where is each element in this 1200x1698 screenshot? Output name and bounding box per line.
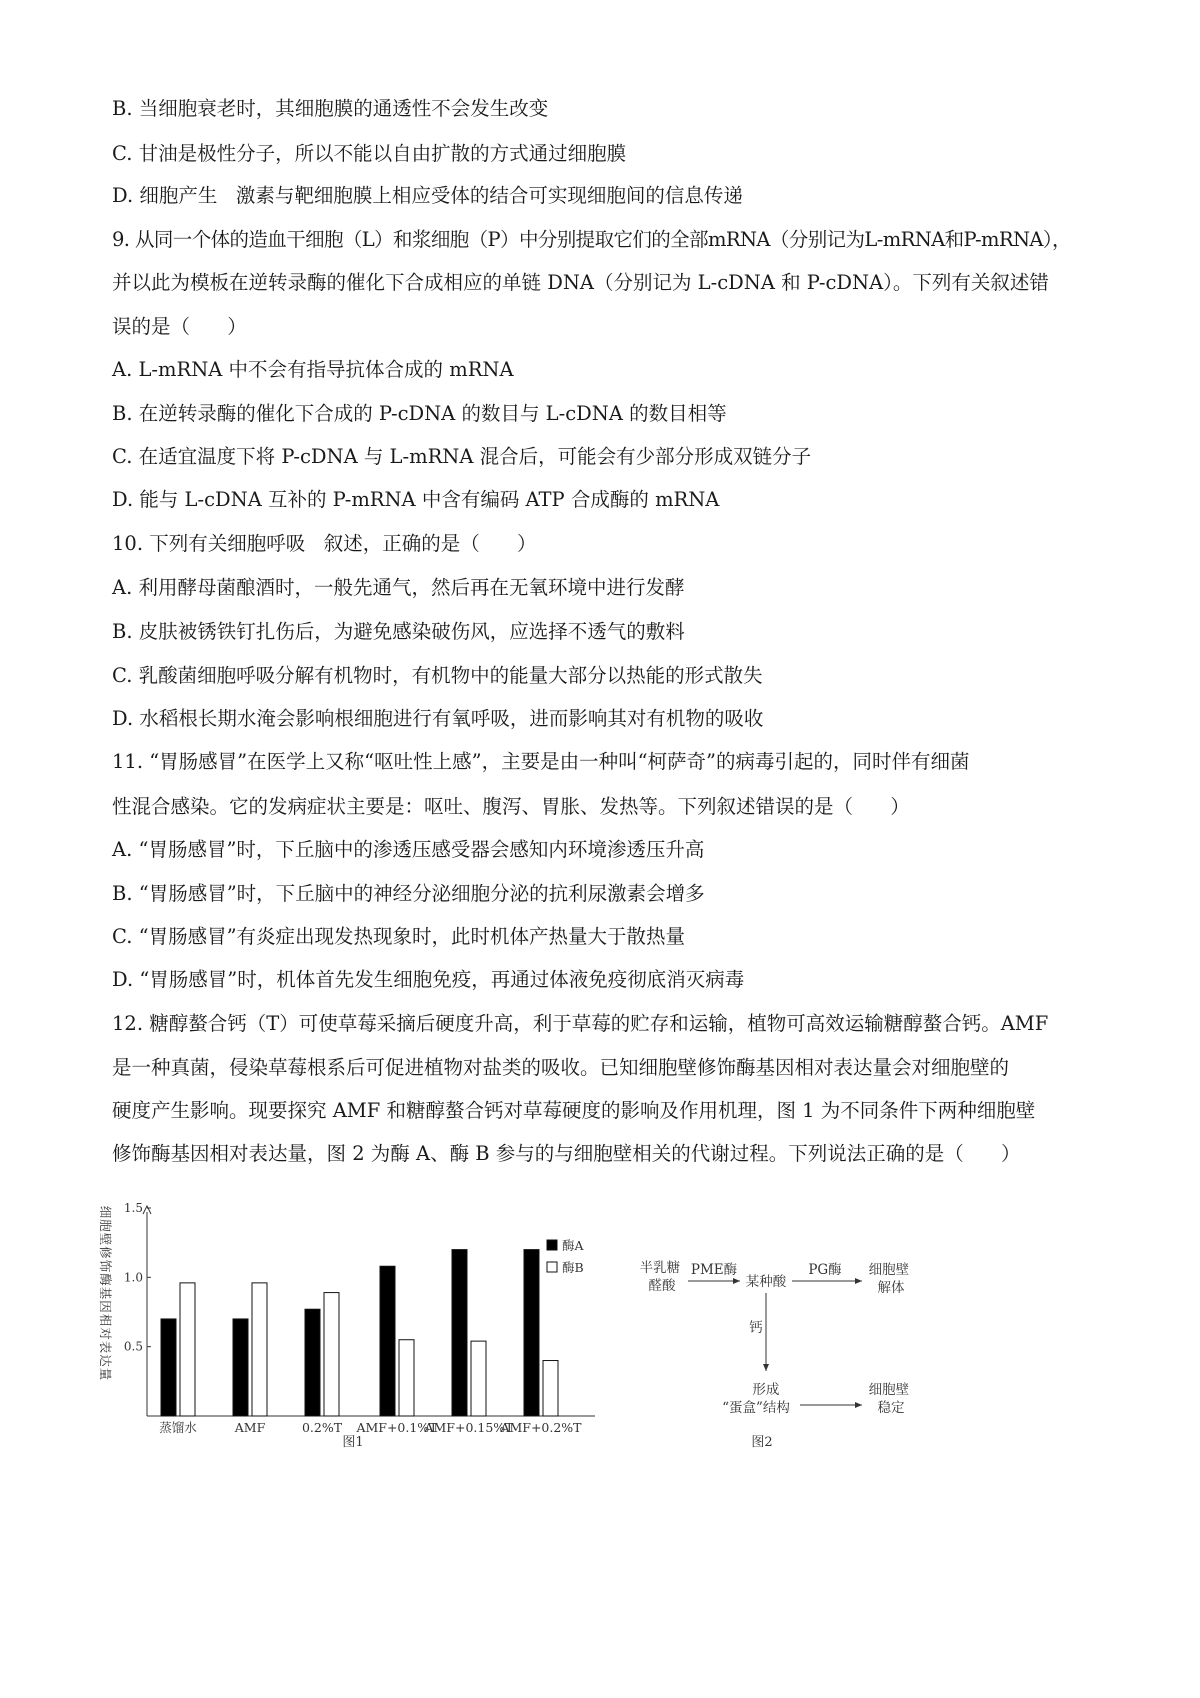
x-tick-label: AMF (234, 1420, 266, 1435)
bar-enzyme-b (180, 1283, 195, 1416)
node-stable-line: 稳定 (877, 1400, 905, 1416)
text-line: B. 皮肤被锈铁钉扎伤后，为避免感染破伤风，应选择不透气的敷料 (112, 620, 685, 643)
y-axis-label-char: 细 (98, 1205, 113, 1219)
figure-2-caption: 图2 (751, 1435, 773, 1450)
text-line: A. “胃肠感冒”时，下丘脑中的渗透压感受器会感知内环境渗透压升高 (112, 838, 705, 861)
bar-enzyme-b (399, 1340, 414, 1416)
bar-enzyme-b (252, 1283, 267, 1416)
text-line: B. “胃肠感冒”时，下丘脑中的神经分泌细胞分泌的抗利尿激素会增多 (112, 882, 705, 905)
y-tick-label: 1.0 (123, 1270, 143, 1285)
text-line: A. 利用酵母菌酿酒时，一般先通气，然后再在无氧环境中进行发酵 (112, 576, 685, 599)
text-line: 硬度产生影响。现要探究 AMF 和糖醇螯合钙对草莓硬度的影响及作用机理，图 1 为不同条件下两种细胞壁 (112, 1099, 1036, 1122)
bar-enzyme-b (471, 1341, 486, 1416)
bar-enzyme-a (233, 1319, 248, 1416)
text-line: D. 能与 L-cDNA 互补的 P-mRNA 中含有编码 ATP 合成酶的 mRNA (112, 488, 720, 511)
y-axis-label-char: 饰 (98, 1259, 113, 1273)
node-stable (869, 1382, 914, 1416)
y-axis-label-char: 相 (98, 1313, 113, 1327)
node-substrate-line: 半乳糖 (639, 1260, 681, 1276)
text-line: B. 当细胞衰老时，其细胞膜的通透性不会发生改变 (112, 97, 549, 120)
y-axis-label (98, 1206, 113, 1381)
x-tick-labels (159, 1420, 582, 1435)
text-line: 修饰酶基因相对表达量，图 2 为酶 A、酶 B 参与的与细胞壁相关的代谢过程。下列说法正确的是（ ） (112, 1142, 1021, 1165)
node-dissolve-line: 解体 (877, 1280, 905, 1296)
text-line: 10. 下列有关细胞呼吸 叙述，正确的是（ ） (112, 532, 537, 555)
text-line: 9. 从同一个体的造血干细胞（L）和浆细胞（P）中分别提取它们的全部mRNA（分别记为L-mRNA和P-mRNA）， (112, 228, 1071, 251)
edge-label-calcium: 钙 (749, 1320, 763, 1336)
legend-label: 酶B (562, 1260, 584, 1275)
text-line: 11. “胃肠感冒”在医学上又称“呕吐性上感”，主要是由一种叫“柯萨奇”的病毒引起的，同时伴有细菌 (112, 750, 970, 773)
bar-enzyme-a (524, 1250, 539, 1416)
text-line: D. “胃肠感冒”时，机体首先发生细胞免疫，再通过体液免疫彻底消灭病毒 (112, 968, 745, 991)
y-axis-label-char: 修 (98, 1246, 113, 1259)
text-line: 误的是（ ） (112, 315, 247, 338)
y-tick-label: 1.5 (123, 1201, 143, 1215)
figure-2-flow-diagram (640, 1250, 960, 1470)
edge-label-pme: PME酶 (690, 1262, 738, 1278)
y-tick-label: 0.5 (123, 1339, 143, 1354)
node-egg-box-line: “蛋盒”结构 (722, 1400, 790, 1416)
chart-bars (161, 1250, 558, 1416)
node-dissolve-line: 细胞壁 (868, 1262, 910, 1278)
edge-label-pg: PG酶 (808, 1262, 842, 1278)
node-egg-box (722, 1381, 790, 1416)
text-line: B. 在逆转录酶的催化下合成的 P-cDNA 的数目与 L-cDNA 的数目相等 (112, 402, 727, 425)
x-tick-label: 蒸馏水 (159, 1420, 197, 1435)
x-tick-label: 0.2%T (301, 1420, 343, 1435)
text-line: A. L-mRNA 中不会有指导抗体合成的 mRNA (112, 358, 514, 381)
legend-swatch (547, 1240, 557, 1250)
node-stable-line: 细胞壁 (868, 1382, 910, 1398)
text-line: 性混合感染。它的发病症状主要是：呕吐、腹泻、胃胀、发热等。下列叙述错误的是（ ） (112, 795, 910, 818)
legend-swatch (547, 1262, 557, 1272)
x-tick-label: AMF+0.1%T (356, 1420, 438, 1435)
y-axis-label-char: 对 (98, 1327, 113, 1340)
node-substrate-line: 醛酸 (648, 1278, 676, 1294)
text-line: C. 乳酸菌细胞呼吸分解有机物时，有机物中的能量大部分以热能的形式散失 (112, 664, 763, 687)
text-line: C. 甘油是极性分子，所以不能以自由扩散的方式通过细胞膜 (112, 142, 627, 165)
text-line: D. 细胞产生 激素与靶细胞膜上相应受体的结合可实现细胞间的信息传递 (112, 184, 743, 207)
figure-1-bar-chart (100, 1180, 660, 1460)
text-line: C. 在适宜温度下将 P-cDNA 与 L-mRNA 混合后，可能会有少部分形成双链分子 (112, 445, 812, 468)
text-line: C. “胃肠感冒”有炎症出现发热现象时，此时机体产热量大于散热量 (112, 925, 686, 948)
bar-enzyme-a (452, 1250, 467, 1416)
bar-enzyme-a (161, 1319, 176, 1416)
bar-enzyme-b (324, 1293, 339, 1416)
y-axis-label-char: 基 (98, 1286, 113, 1300)
figure-1-caption: 图1 (342, 1435, 364, 1450)
text-line: 12. 糖醇螯合钙（T）可使草莓采摘后硬度升高，利于草莓的贮存和运输，植物可高效运输糖醇螯合钙。AMF (112, 1012, 1049, 1035)
text-line: 是一种真菌，侵染草莓根系后可促进植物对盐类的吸收。已知细胞壁修饰酶基因相对表达量会对细胞壁的 (112, 1056, 1010, 1079)
node-egg-box-line: 形成 (752, 1382, 780, 1398)
y-axis-label-char: 达 (98, 1354, 113, 1367)
x-tick-label: AMF+0.15%T (424, 1420, 514, 1435)
node-substrate (640, 1259, 685, 1294)
text-line: D. 水稻根长期水淹会影响根细胞进行有氧呼吸，进而影响其对有机物的吸收 (112, 707, 764, 730)
chart-legend (547, 1238, 585, 1275)
y-axis-label-char: 量 (98, 1367, 113, 1381)
y-axis-label-char: 表 (98, 1340, 113, 1354)
node-acid: 某种酸 (745, 1274, 787, 1290)
y-axis-label-char: 酶 (98, 1273, 113, 1286)
y-axis-label-char: 胞 (98, 1219, 113, 1232)
text-line: 并以此为模板在逆转录酶的催化下合成相应的单链 DNA（分别记为 L-cDNA 和 P-cDNA）。下列有关叙述错 (112, 271, 1049, 294)
y-axis-label-char: 壁 (98, 1232, 113, 1246)
legend-label: 酶A (562, 1238, 584, 1253)
bar-enzyme-a (380, 1266, 395, 1416)
bar-enzyme-b (543, 1361, 558, 1416)
x-tick-label: AMF+0.2%T (500, 1420, 582, 1435)
bar-enzyme-a (305, 1309, 320, 1416)
node-dissolve (869, 1262, 914, 1296)
y-axis-label-char: 因 (98, 1300, 113, 1313)
